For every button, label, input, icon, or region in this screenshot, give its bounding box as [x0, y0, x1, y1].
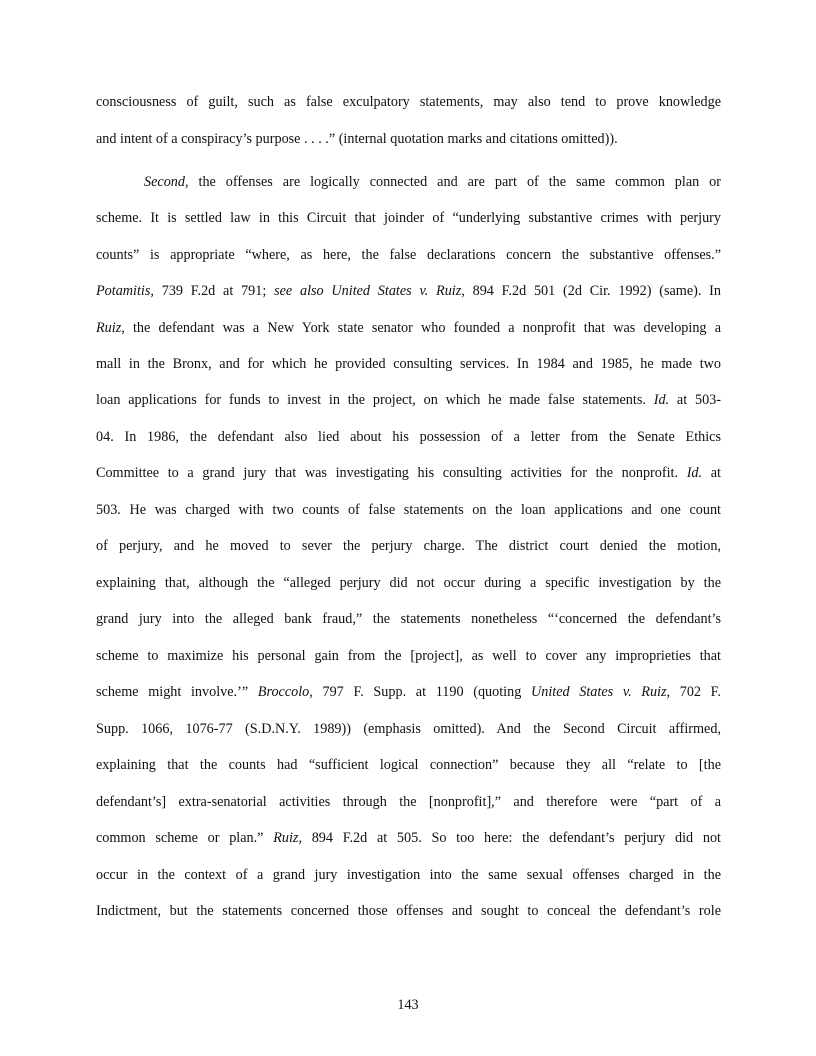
text-line: mall in the Bronx, and for which he provided consulting services. In 1984 and 1985, he made two — [96, 356, 721, 372]
text-line: occur in the context of a grand jury investigation into the same sexual offenses charged in the — [96, 867, 721, 883]
text-line: Indictment, but the statements concerned those offenses and sought to conceal the defendant’s role — [96, 903, 721, 919]
text-line: common scheme or plan.” Ruiz, 894 F.2d at 505. So too here: the defendant’s perjury did not — [96, 830, 721, 846]
text-line: Supp. 1066, 1076-77 (S.D.N.Y. 1989)) (emphasis omitted). And the Second Circuit affirmed, — [96, 721, 721, 737]
italic-run: Ruiz — [273, 830, 299, 846]
text-line: Ruiz, the defendant was a New York state senator who founded a nonprofit that was developing a — [96, 320, 721, 336]
text-line: consciousness of guilt, such as false exculpatory statements, may also tend to prove knowledge — [96, 94, 721, 110]
page-number: 143 — [397, 997, 419, 1013]
italic-run: Second — [144, 174, 185, 190]
text-line: explaining that the counts had “sufficient logical connection” because they all “relate to [the — [96, 757, 721, 773]
text-line: defendant’s] extra-senatorial activities through the [nonprofit],” and therefore were “part of a — [96, 794, 721, 810]
text-line: scheme. It is settled law in this Circuit that joinder of “underlying substantive crimes with perjury — [96, 210, 721, 226]
text-line: scheme might involve.’” Broccolo, 797 F. Supp. at 1190 (quoting United States v. Ruiz, 702 F. — [96, 684, 721, 700]
text-line: Committee to a grand jury that was investigating his consulting activities for the nonprofit. Id. at — [96, 465, 721, 481]
text-line: counts” is appropriate “where, as here, the false declarations concern the substantive offenses.” — [96, 247, 721, 263]
text-line: explaining that, although the “alleged perjury did not occur during a specific investigation by the — [96, 575, 721, 591]
text-line: scheme to maximize his personal gain from the [project], as well to cover any improprieties that — [96, 648, 721, 664]
text-line: grand jury into the alleged bank fraud,” the statements nonetheless “‘concerned the defendant’s — [96, 611, 721, 627]
italic-run: Broccolo — [257, 684, 310, 700]
text-line: and intent of a conspiracy’s purpose . . . .” (internal quotation marks and citations omitted)). — [96, 131, 618, 147]
italic-run: see also United States v. Ruiz — [274, 283, 462, 299]
text-line: 503. He was charged with two counts of false statements on the loan applications and one count — [96, 502, 721, 518]
paragraph-first-line: Second, the offenses are logically connected and are part of the same common plan or — [144, 174, 721, 190]
italic-run: Potamitis — [96, 283, 151, 299]
text-line: loan applications for funds to invest in the project, on which he made false statements. Id. at 503- — [96, 392, 721, 408]
italic-run: Id. — [686, 465, 703, 481]
text-line: of perjury, and he moved to sever the perjury charge. The district court denied the motion, — [96, 538, 721, 554]
italic-run: Ruiz — [96, 320, 122, 336]
text-line: Potamitis, 739 F.2d at 791; see also United States v. Ruiz, 894 F.2d 501 (2d Cir. 1992) (same). In — [96, 283, 721, 299]
text-line: 04. In 1986, the defendant also lied about his possession of a letter from the Senate Ethics — [96, 429, 721, 445]
italic-run: United States v. Ruiz — [530, 684, 667, 700]
italic-run: Id. — [653, 392, 670, 408]
